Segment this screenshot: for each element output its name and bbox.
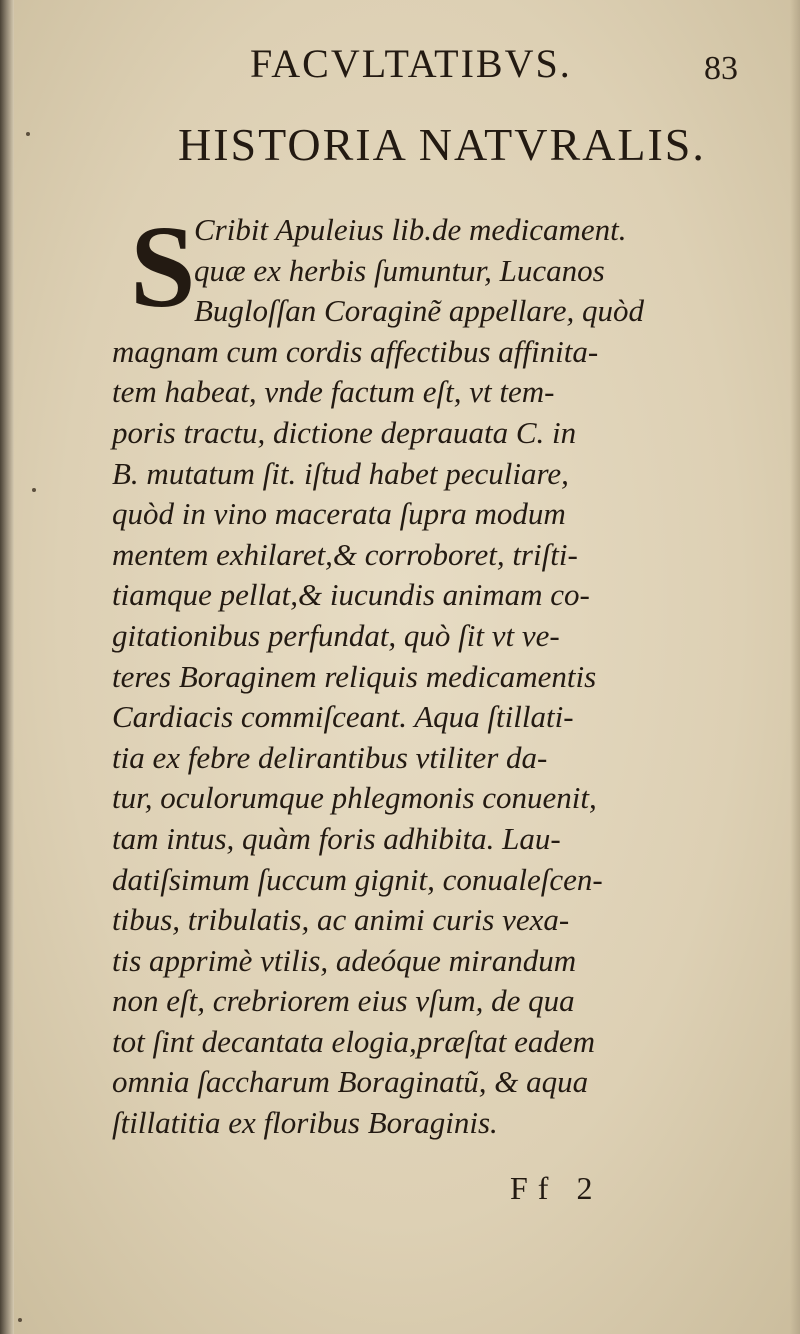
text-line: non eſt, crebriorem eius vſum, de qua <box>112 983 575 1019</box>
drop-cap: S <box>130 201 196 332</box>
binding-gutter <box>0 0 14 1334</box>
text-line: quòd in vino macerata ſupra modum <box>112 496 566 532</box>
page-number: 83 <box>704 50 738 87</box>
text-line: tot ſint decantata elogia,præſtat eadem <box>112 1023 596 1059</box>
section-title: HISTORIA NATVRALIS. <box>178 119 706 170</box>
running-head: FACVLTATIBVS. <box>250 41 572 86</box>
text-line: B. mutatum ſit. iſtud habet peculiare, <box>112 455 569 491</box>
text-line: tiamque pellat,& iucundis animam co- <box>112 577 590 613</box>
body-text <box>112 201 752 1144</box>
page-edge-shadow <box>790 0 800 1334</box>
paper-speck <box>32 488 36 492</box>
text-line: Cardiacis commiſceant. Aqua ſtillati- <box>112 699 574 735</box>
text-line: ſtillatitia ex floribus Boraginis. <box>112 1105 498 1141</box>
text-line: Cribit Apuleius lib.de medicament. <box>194 212 627 247</box>
text-line: datiſsimum ſuccum gignit, conualeſcen- <box>112 861 603 897</box>
paper-speck <box>18 1318 22 1322</box>
text-line: tia ex febre delirantibus vtiliter da- <box>112 739 548 775</box>
text-line: omnia ſaccharum Boraginatũ, & aqua <box>112 1064 589 1100</box>
text-line: tam intus, quàm foris adhibita. Lau- <box>112 820 561 856</box>
paper-speck <box>26 132 30 136</box>
signature-mark: Ff 2 <box>510 1170 603 1206</box>
text-line: teres Boraginem reliquis medicamentis <box>112 658 597 694</box>
text-line: tibus, tribulatis, ac animi curis vexa- <box>112 902 570 938</box>
text-line: poris tractu, dictione deprauata C. in <box>112 414 577 450</box>
text-line: quæ ex herbis ſumuntur, Lucanos <box>194 252 605 288</box>
text-line: tem habeat, vnde factum eſt, vt tem- <box>112 374 555 410</box>
text-line: mentem exhilaret,& corroboret, triſti- <box>112 536 578 572</box>
text-line: gitationibus perfundat, quò ſit vt ve- <box>112 617 560 653</box>
text-line: tur, oculorumque phlegmonis conuenit, <box>112 780 597 816</box>
text-line: Bugloſſan Coraginẽ appellare, quòd <box>194 293 645 329</box>
text-line: magnam cum cordis affectibus affinita- <box>112 333 599 369</box>
text-line: tis apprimè vtilis, adeóque mirandum <box>112 942 577 978</box>
